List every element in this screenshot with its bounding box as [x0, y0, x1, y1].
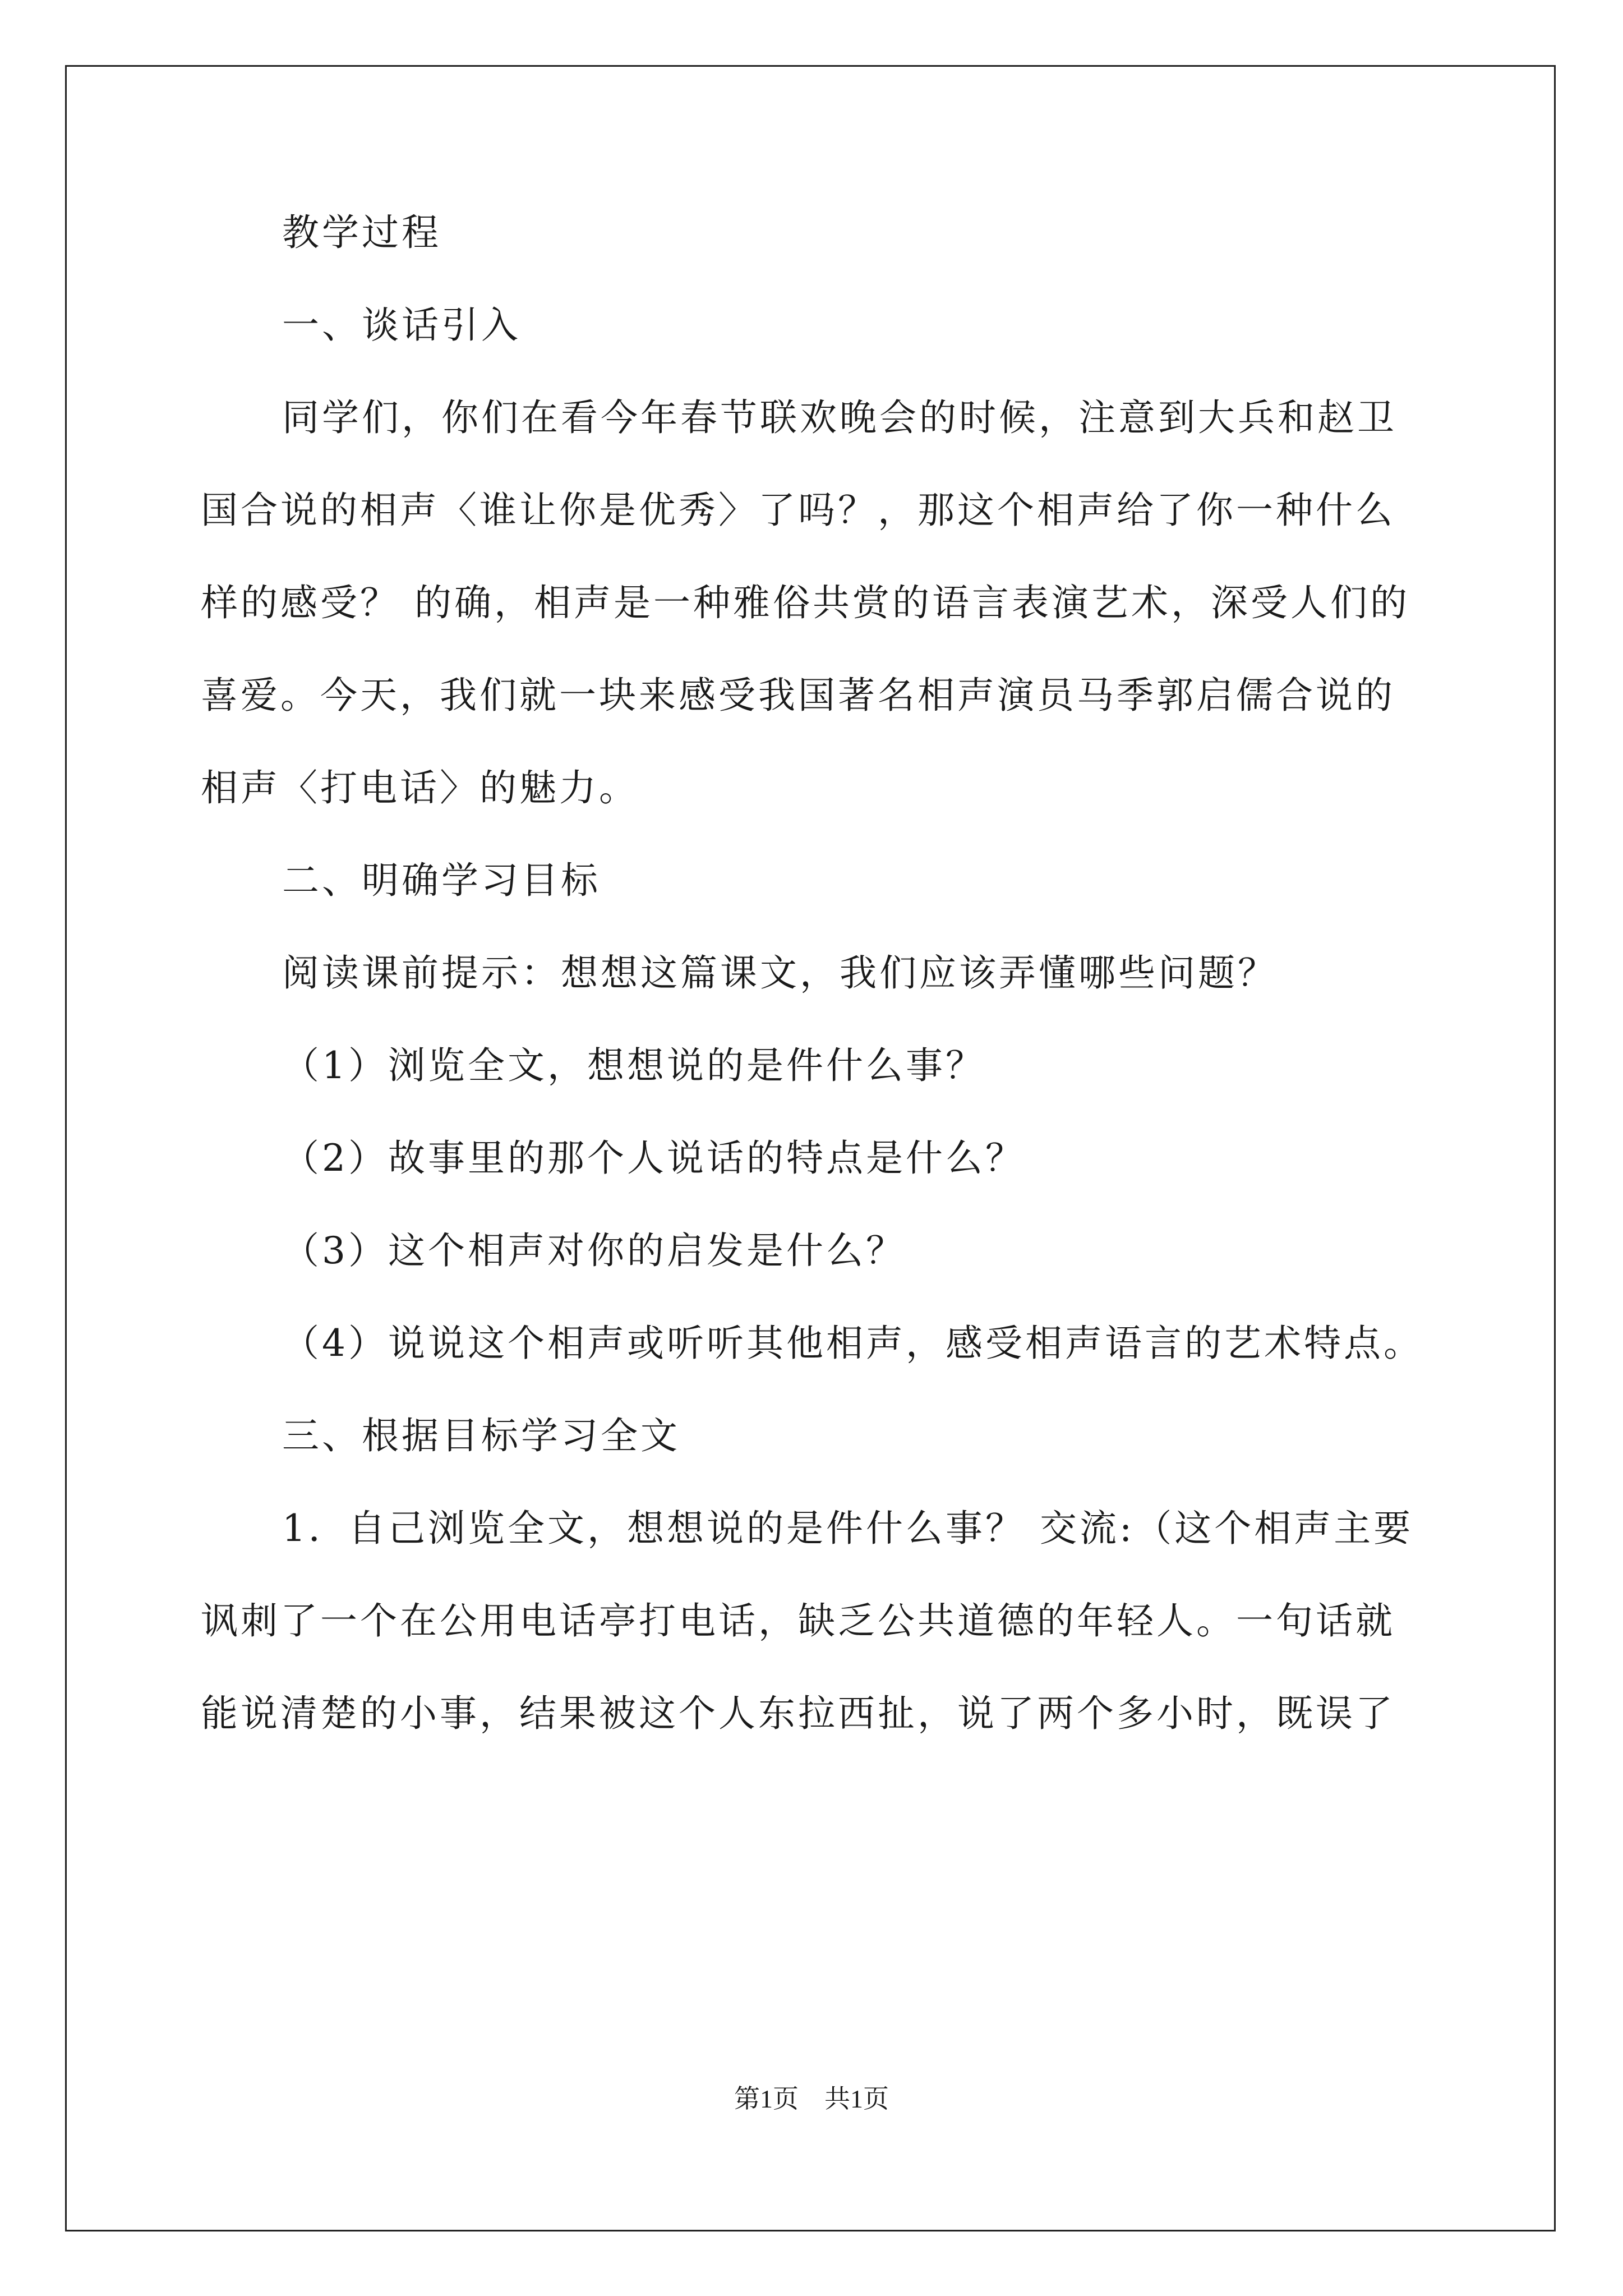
paragraph-line: 讽刺了一个在公用电话亭打电话，缺乏公共道德的年轻人。一句话就 [201, 1599, 1395, 1642]
paragraph-line: 同学们，你们在看今年春节联欢晚会的时候，注意到大兵和赵卫 [282, 396, 1397, 439]
paragraph-line: 能说清楚的小事，结果被这个人东拉西扯，说了两个多小时，既误了 [201, 1692, 1395, 1735]
question-item-2: （2）故事里的那个人说话的特点是什么？ [282, 1137, 1025, 1180]
paragraph-line: 喜爱。今天，我们就一块来感受我国著名相声演员马季郭启儒合说的 [201, 674, 1395, 717]
question-item-3: （3）这个相声对你的启发是什么？ [282, 1229, 906, 1272]
section-heading-1: 一、谈话引入 [282, 303, 521, 347]
question-item-1: （1）浏览全文，想想说的是件什么事？ [282, 1044, 985, 1087]
paragraph-line: 国合说的相声〈谁让你是优秀〉了吗？，那这个相声给了你一种什么 [201, 489, 1395, 532]
section-heading-2: 二、明确学习目标 [282, 859, 601, 902]
section-heading-3: 三、根据目标学习全文 [282, 1414, 680, 1457]
paragraph-line: 样的感受？ 的确，相声是一种雅俗共赏的语言表演艺术，深受人们的 [201, 581, 1410, 624]
paragraph-line: 1．自己浏览全文，想想说的是件什么事？ 交流:（这个相声主要 [282, 1507, 1414, 1550]
paragraph-line: 阅读课前提示：想想这篇课文，我们应该弄懂哪些问题？ [282, 951, 1278, 995]
question-item-4: （4）说说这个相声或听听其他相声，感受相声语言的艺术特点。 [282, 1322, 1423, 1365]
page-footer: 第1页 共1页 [734, 2085, 889, 2113]
paragraph-line: 相声〈打电话〉的魅力。 [201, 766, 639, 809]
heading-teaching-process: 教学过程 [282, 211, 441, 254]
